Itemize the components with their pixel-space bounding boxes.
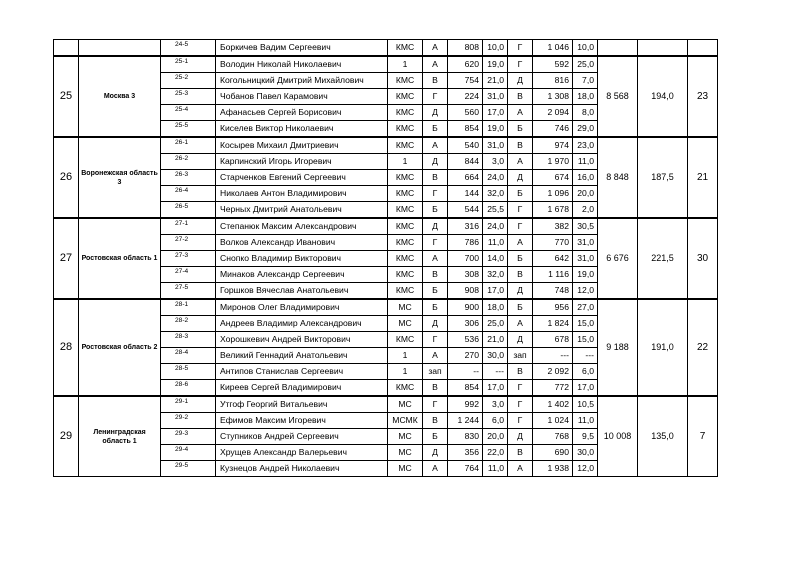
team-points: 187,5 [638, 137, 688, 218]
cell-lane: Г [423, 186, 448, 202]
cell-code: 29-3 [161, 429, 216, 445]
cell-rank: КМС [388, 202, 423, 219]
cell-name: Миронов Олег Владимирович [216, 299, 388, 316]
cell-score2: 1 096 [533, 186, 573, 202]
cell-code: 28-1 [161, 299, 216, 316]
cell-pts2: 25,0 [573, 56, 598, 73]
cell-rank: 1 [388, 364, 423, 380]
cell-lane2: Б [508, 251, 533, 267]
cell-lane2: Б [508, 299, 533, 316]
cell-code: 24-5 [161, 40, 216, 57]
cell-pts1: 24,0 [483, 170, 508, 186]
cell-code: 26-3 [161, 170, 216, 186]
cell-code: 26-1 [161, 137, 216, 154]
cell-code: 26-4 [161, 186, 216, 202]
cell-score2: 974 [533, 137, 573, 154]
cell-rank: МС [388, 299, 423, 316]
cell-score1: 306 [448, 316, 483, 332]
cell-lane: В [423, 267, 448, 283]
cell-code: 29-2 [161, 413, 216, 429]
cell-score2: 1 678 [533, 202, 573, 219]
cell-lane2: В [508, 137, 533, 154]
cell-code: 29-4 [161, 445, 216, 461]
cell-score2: 956 [533, 299, 573, 316]
cell-pts1: 3,0 [483, 154, 508, 170]
cell-name: Минаков Александр Сергеевич [216, 267, 388, 283]
cell-pts2: 20,0 [573, 186, 598, 202]
cell-lane2: Д [508, 170, 533, 186]
cell-name: Ступников Андрей Сергеевич [216, 429, 388, 445]
cell-pts2: 12,0 [573, 283, 598, 300]
cell-pts2: 11,0 [573, 413, 598, 429]
cell-pts1: 21,0 [483, 332, 508, 348]
cell-score2: 1 024 [533, 413, 573, 429]
table-row [54, 218, 718, 235]
cell-score2: 642 [533, 251, 573, 267]
cell-score2: 674 [533, 170, 573, 186]
cell-pts1: 17,0 [483, 105, 508, 121]
cell-name: Андреев Владимир Александрович [216, 316, 388, 332]
cell-name: Великий Геннадий Анатольевич [216, 348, 388, 364]
team-name: Ленинградская область 1 [79, 396, 161, 477]
cell-score1: 854 [448, 380, 483, 397]
cell-name: Киреев Сергей Владимирович [216, 380, 388, 397]
cell-score2: 748 [533, 283, 573, 300]
cell-lane2: Г [508, 40, 533, 57]
table-row [54, 40, 718, 57]
cell-score1: 992 [448, 396, 483, 413]
cell-name: Когольницкий Дмитрий Михайлович [216, 73, 388, 89]
cell-pts2: 27,0 [573, 299, 598, 316]
cell-pts2: 6,0 [573, 364, 598, 380]
results-table [53, 39, 718, 477]
cell-pts2: 30,0 [573, 445, 598, 461]
cell-rank: КМС [388, 40, 423, 57]
cell-lane: В [423, 413, 448, 429]
cell-rank: КМС [388, 73, 423, 89]
cell-lane: В [423, 380, 448, 397]
cell-pts1: --- [483, 364, 508, 380]
cell-pts2: 23,0 [573, 137, 598, 154]
cell-lane2: А [508, 105, 533, 121]
cell-pts1: 31,0 [483, 137, 508, 154]
cell-score1: 664 [448, 170, 483, 186]
cell-lane: А [423, 56, 448, 73]
cell-pts2: 16,0 [573, 170, 598, 186]
cell-score1: 786 [448, 235, 483, 251]
team-place: 7 [688, 396, 718, 477]
cell-lane2: Д [508, 283, 533, 300]
cell-code: 26-2 [161, 154, 216, 170]
team-points: 221,5 [638, 218, 688, 299]
cell-score1: 854 [448, 121, 483, 138]
cell-pts1: 22,0 [483, 445, 508, 461]
cell-pts2: 8,0 [573, 105, 598, 121]
cell-lane2: В [508, 364, 533, 380]
cell-pts2: 10,0 [573, 40, 598, 57]
cell-rank: МС [388, 429, 423, 445]
cell-lane: зап [423, 364, 448, 380]
cell-pts2: 10,5 [573, 396, 598, 413]
cell-lane: В [423, 170, 448, 186]
table-row [54, 137, 718, 154]
cell-rank: КМС [388, 186, 423, 202]
cell-pts2: 7,0 [573, 73, 598, 89]
cell-name: Степанюк Максим Александрович [216, 218, 388, 235]
cell-score2: 1 938 [533, 461, 573, 477]
cell-name: Ефимов Максим Игоревич [216, 413, 388, 429]
cell-name: Утгоф Георгий Витальевич [216, 396, 388, 413]
cell-code: 27-2 [161, 235, 216, 251]
cell-name: Черных Дмитрий Анатольевич [216, 202, 388, 219]
cell-pts2: 18,0 [573, 89, 598, 105]
cell-lane: Б [423, 429, 448, 445]
cell-pts2: 17,0 [573, 380, 598, 397]
team-place [688, 40, 718, 57]
cell-score2: 816 [533, 73, 573, 89]
cell-lane: Д [423, 154, 448, 170]
cell-rank: 1 [388, 154, 423, 170]
cell-lane: Г [423, 332, 448, 348]
cell-code: 28-2 [161, 316, 216, 332]
cell-score2: 2 094 [533, 105, 573, 121]
cell-pts1: 18,0 [483, 299, 508, 316]
results-document [53, 39, 717, 477]
cell-rank: МС [388, 461, 423, 477]
cell-pts1: 24,0 [483, 218, 508, 235]
cell-score1: 1 244 [448, 413, 483, 429]
team-name: Воронежская область 3 [79, 137, 161, 218]
cell-lane: А [423, 348, 448, 364]
team-total: 6 676 [598, 218, 638, 299]
cell-pts1: 20,0 [483, 429, 508, 445]
cell-pts1: 14,0 [483, 251, 508, 267]
cell-score2: 1 970 [533, 154, 573, 170]
cell-code: 28-5 [161, 364, 216, 380]
cell-score1: 356 [448, 445, 483, 461]
team-points [638, 40, 688, 57]
cell-pts2: 29,0 [573, 121, 598, 138]
cell-rank: КМС [388, 121, 423, 138]
cell-pts2: 30,5 [573, 218, 598, 235]
cell-lane: В [423, 73, 448, 89]
cell-lane2: Г [508, 380, 533, 397]
cell-rank: КМС [388, 105, 423, 121]
cell-name: Афанасьев Сергей Борисович [216, 105, 388, 121]
cell-name: Карпинский Игорь Игоревич [216, 154, 388, 170]
team-total: 9 188 [598, 299, 638, 396]
cell-pts2: 11,0 [573, 154, 598, 170]
cell-rank: МС [388, 316, 423, 332]
team-number [54, 40, 79, 57]
cell-score1: 700 [448, 251, 483, 267]
cell-code: 25-1 [161, 56, 216, 73]
cell-pts1: 11,0 [483, 235, 508, 251]
team-name: Москва 3 [79, 56, 161, 137]
cell-score2: 770 [533, 235, 573, 251]
team-number: 25 [54, 56, 79, 137]
cell-score1: 764 [448, 461, 483, 477]
cell-name: Кузнецов Андрей Николаевич [216, 461, 388, 477]
cell-lane2: А [508, 316, 533, 332]
cell-lane2: Б [508, 121, 533, 138]
cell-code: 25-2 [161, 73, 216, 89]
cell-score1: 844 [448, 154, 483, 170]
team-total [598, 40, 638, 57]
cell-score1: -- [448, 364, 483, 380]
cell-pts2: 31,0 [573, 251, 598, 267]
team-place: 30 [688, 218, 718, 299]
cell-score1: 316 [448, 218, 483, 235]
cell-lane2: А [508, 235, 533, 251]
cell-code: 29-5 [161, 461, 216, 477]
cell-lane: Д [423, 105, 448, 121]
cell-lane2: Д [508, 429, 533, 445]
cell-pts1: 6,0 [483, 413, 508, 429]
table-row [54, 299, 718, 316]
cell-rank: КМС [388, 218, 423, 235]
team-number: 26 [54, 137, 79, 218]
cell-score1: 544 [448, 202, 483, 219]
team-points: 135,0 [638, 396, 688, 477]
cell-score2: 592 [533, 56, 573, 73]
cell-lane: Г [423, 396, 448, 413]
cell-code: 27-5 [161, 283, 216, 300]
team-number: 28 [54, 299, 79, 396]
cell-score2: 690 [533, 445, 573, 461]
cell-lane2: Г [508, 396, 533, 413]
cell-name: Антипов Станислав Сергеевич [216, 364, 388, 380]
cell-rank: КМС [388, 380, 423, 397]
cell-name: Боркичев Вадим Сергеевич [216, 40, 388, 57]
cell-score2: 772 [533, 380, 573, 397]
cell-pts1: 32,0 [483, 267, 508, 283]
cell-lane2: Д [508, 332, 533, 348]
cell-score1: 536 [448, 332, 483, 348]
cell-score2: --- [533, 348, 573, 364]
cell-score2: 1 824 [533, 316, 573, 332]
cell-score1: 620 [448, 56, 483, 73]
cell-pts2: 31,0 [573, 235, 598, 251]
team-number: 27 [54, 218, 79, 299]
team-points: 191,0 [638, 299, 688, 396]
cell-score1: 308 [448, 267, 483, 283]
team-points: 194,0 [638, 56, 688, 137]
team-total: 8 848 [598, 137, 638, 218]
cell-lane: Б [423, 283, 448, 300]
cell-pts1: 25,5 [483, 202, 508, 219]
cell-name: Старченков Евгений Сергеевич [216, 170, 388, 186]
team-place: 23 [688, 56, 718, 137]
cell-score2: 678 [533, 332, 573, 348]
cell-lane: А [423, 40, 448, 57]
cell-lane2: Г [508, 56, 533, 73]
cell-score1: 270 [448, 348, 483, 364]
cell-score1: 900 [448, 299, 483, 316]
cell-lane2: Б [508, 186, 533, 202]
cell-code: 27-1 [161, 218, 216, 235]
cell-code: 28-6 [161, 380, 216, 397]
cell-lane: Д [423, 445, 448, 461]
cell-pts2: --- [573, 348, 598, 364]
cell-rank: 1 [388, 348, 423, 364]
cell-lane2: В [508, 267, 533, 283]
team-place: 22 [688, 299, 718, 396]
cell-lane: Б [423, 299, 448, 316]
cell-rank: 1 [388, 56, 423, 73]
cell-lane2: зап [508, 348, 533, 364]
team-name [79, 40, 161, 57]
cell-name: Горшков Вячеслав Анатольевич [216, 283, 388, 300]
cell-code: 25-5 [161, 121, 216, 138]
cell-score1: 808 [448, 40, 483, 57]
cell-rank: КМС [388, 251, 423, 267]
cell-rank: КМС [388, 267, 423, 283]
cell-lane: Б [423, 202, 448, 219]
cell-score2: 382 [533, 218, 573, 235]
cell-score1: 754 [448, 73, 483, 89]
cell-lane2: А [508, 154, 533, 170]
cell-score2: 1 402 [533, 396, 573, 413]
cell-pts1: 21,0 [483, 73, 508, 89]
cell-lane: А [423, 137, 448, 154]
cell-pts1: 17,0 [483, 283, 508, 300]
cell-rank: КМС [388, 332, 423, 348]
cell-rank: МС [388, 396, 423, 413]
cell-name: Волков Александр Иванович [216, 235, 388, 251]
cell-lane: А [423, 461, 448, 477]
cell-rank: КМС [388, 283, 423, 300]
cell-lane: Г [423, 89, 448, 105]
cell-score2: 2 092 [533, 364, 573, 380]
cell-code: 27-4 [161, 267, 216, 283]
cell-name: Киселев Виктор Николаевич [216, 121, 388, 138]
team-name: Ростовская область 2 [79, 299, 161, 396]
cell-pts2: 2,0 [573, 202, 598, 219]
team-place: 21 [688, 137, 718, 218]
cell-lane2: Г [508, 202, 533, 219]
cell-name: Косырев Михаил Дмитриевич [216, 137, 388, 154]
table-row [54, 56, 718, 73]
cell-score1: 560 [448, 105, 483, 121]
cell-pts2: 9,5 [573, 429, 598, 445]
cell-pts1: 19,0 [483, 121, 508, 138]
cell-lane2: В [508, 445, 533, 461]
cell-pts1: 31,0 [483, 89, 508, 105]
team-total: 8 568 [598, 56, 638, 137]
cell-lane2: Г [508, 413, 533, 429]
cell-pts1: 25,0 [483, 316, 508, 332]
table-row [54, 396, 718, 413]
cell-score2: 1 046 [533, 40, 573, 57]
cell-score2: 768 [533, 429, 573, 445]
cell-pts2: 19,0 [573, 267, 598, 283]
cell-name: Хрущев Александр Валерьевич [216, 445, 388, 461]
cell-lane: Д [423, 316, 448, 332]
cell-code: 28-3 [161, 332, 216, 348]
cell-code: 27-3 [161, 251, 216, 267]
cell-score1: 540 [448, 137, 483, 154]
cell-pts1: 30,0 [483, 348, 508, 364]
cell-pts2: 15,0 [573, 332, 598, 348]
team-number: 29 [54, 396, 79, 477]
cell-pts1: 32,0 [483, 186, 508, 202]
cell-code: 26-5 [161, 202, 216, 219]
cell-pts1: 10,0 [483, 40, 508, 57]
cell-lane: Д [423, 218, 448, 235]
cell-score1: 224 [448, 89, 483, 105]
cell-code: 25-3 [161, 89, 216, 105]
cell-name: Николаев Антон Владимирович [216, 186, 388, 202]
cell-lane2: А [508, 461, 533, 477]
cell-score1: 830 [448, 429, 483, 445]
cell-name: Снопко Владимир Викторович [216, 251, 388, 267]
cell-pts1: 19,0 [483, 56, 508, 73]
cell-lane2: В [508, 89, 533, 105]
team-name: Ростовская область 1 [79, 218, 161, 299]
cell-lane2: Д [508, 73, 533, 89]
cell-lane: А [423, 251, 448, 267]
cell-rank: МС [388, 445, 423, 461]
cell-name: Володин Николай Николаевич [216, 56, 388, 73]
cell-code: 28-4 [161, 348, 216, 364]
cell-rank: КМС [388, 235, 423, 251]
cell-score1: 908 [448, 283, 483, 300]
cell-code: 25-4 [161, 105, 216, 121]
cell-code: 29-1 [161, 396, 216, 413]
cell-lane: Б [423, 121, 448, 138]
cell-pts1: 3,0 [483, 396, 508, 413]
cell-name: Чобанов Павел Карамович [216, 89, 388, 105]
cell-pts1: 11,0 [483, 461, 508, 477]
cell-pts2: 15,0 [573, 316, 598, 332]
cell-rank: КМС [388, 89, 423, 105]
cell-name: Хорошкевич Андрей Викторович [216, 332, 388, 348]
cell-score2: 1 308 [533, 89, 573, 105]
cell-pts1: 17,0 [483, 380, 508, 397]
cell-lane2: Г [508, 218, 533, 235]
cell-score2: 1 116 [533, 267, 573, 283]
cell-rank: КМС [388, 137, 423, 154]
cell-rank: МСМК [388, 413, 423, 429]
cell-pts2: 12,0 [573, 461, 598, 477]
team-total: 10 008 [598, 396, 638, 477]
cell-lane: Г [423, 235, 448, 251]
cell-score1: 144 [448, 186, 483, 202]
cell-rank: КМС [388, 170, 423, 186]
cell-score2: 746 [533, 121, 573, 138]
